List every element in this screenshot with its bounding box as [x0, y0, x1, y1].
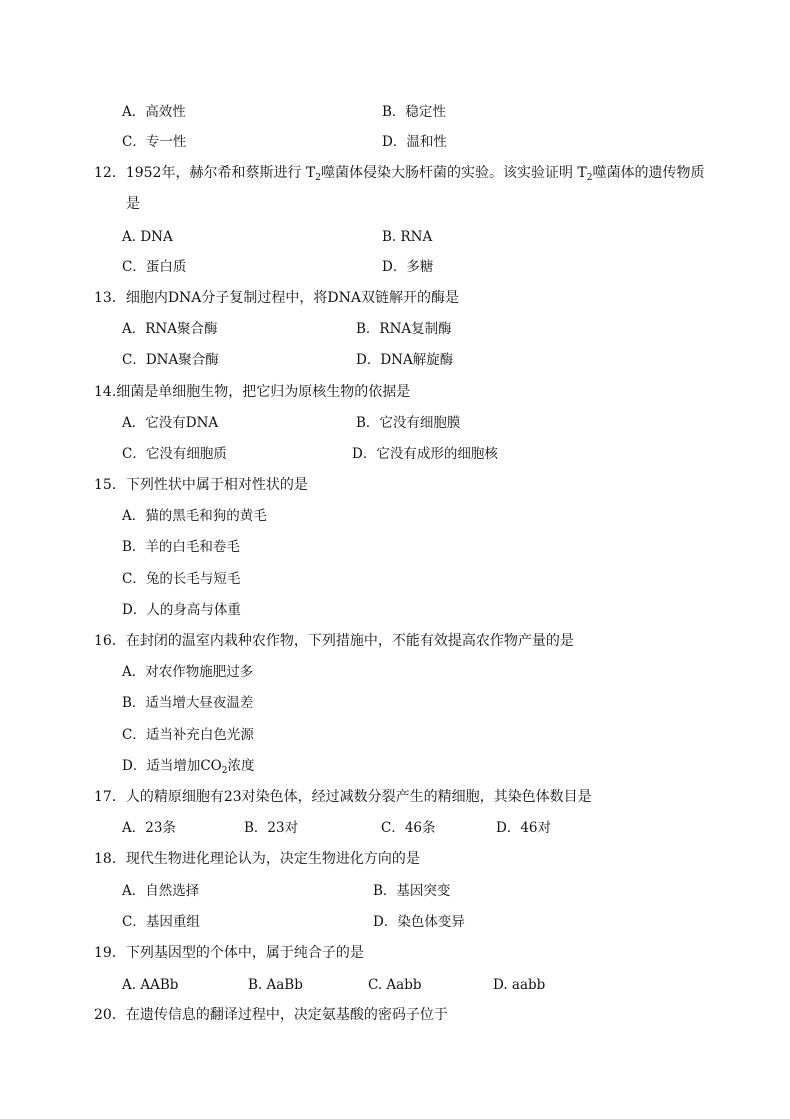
q16-option-d-part1: D．适当增加CO [122, 758, 222, 774]
q15-option-b: B．羊的白毛和卷毛 [122, 539, 240, 555]
q13-option-c: C．DNA聚合酶 [122, 352, 219, 368]
q17-option-a: A．23条 [122, 820, 176, 836]
q13-option-a: A．RNA聚合酶 [122, 321, 218, 337]
q18-option-b: B．基因突变 [373, 883, 451, 899]
q16-option-d-part2: 浓度 [227, 758, 255, 774]
q11-option-a: A．高效性 [122, 104, 186, 120]
q16-option-a: A．对农作物施肥过多 [122, 664, 254, 680]
q16-option-d-subscript: 2 [221, 766, 228, 776]
q12-stem-part1: 12．1952年，赫尔希和蔡斯进行 T [94, 165, 316, 181]
q12-stem [94, 165, 705, 181]
q18-option-d: D．染色体变异 [373, 914, 465, 930]
q15-stem: 15．下列性状中属于相对性状的是 [94, 477, 308, 493]
q12-subscript-1: 2 [315, 173, 321, 183]
q12-option-d: D．多糖 [382, 259, 434, 275]
q12-subscript-2: 2 [586, 173, 593, 183]
q18-stem: 18．现代生物进化理论认为，决定生物进化方向的是 [94, 851, 420, 867]
q13-option-b: B．RNA复制酶 [356, 321, 452, 337]
q12-stem-continuation: 是 [126, 196, 140, 212]
q17-option-d: D．46对 [496, 820, 552, 836]
q19-option-c: C. Aabb [368, 977, 422, 993]
q14-option-d: D．它没有成形的细胞核 [352, 446, 498, 462]
q14-option-b: B．它没有细胞膜 [356, 415, 461, 431]
q14-stem: 14.细菌是单细胞生物，把它归为原核生物的依据是 [94, 384, 411, 400]
q19-option-d: D. aabb [493, 977, 546, 993]
q17-option-b: B．23对 [244, 820, 299, 836]
q15-option-a: A．猫的黑毛和狗的黄毛 [122, 508, 267, 524]
q20-stem: 20．在遗传信息的翻译过程中，决定氨基酸的密码子位于 [94, 1007, 448, 1023]
q12-option-c: C．蛋白质 [122, 259, 187, 275]
q18-option-c: C．基因重组 [122, 914, 200, 930]
q14-option-c: C．它没有细胞质 [122, 446, 227, 462]
q12-stem-part3: 噬菌体的遗传物质 [592, 165, 705, 181]
q11-option-d: D．温和性 [382, 134, 447, 150]
q16-option-d [122, 758, 254, 774]
q18-option-a: A．自然选择 [122, 883, 200, 899]
q12-stem-part2: 噬菌体侵染大肠杆菌的实验。该实验证明 T [320, 165, 587, 181]
q12-option-b: B. RNA [382, 229, 433, 245]
q16-option-b: B．适当增大昼夜温差 [122, 695, 254, 711]
q14-option-a: A．它没有DNA [122, 415, 219, 431]
q11-option-b: B．稳定性 [382, 104, 446, 120]
q11-option-c: C．专一性 [122, 134, 187, 150]
q19-option-b: B. AaBb [248, 977, 303, 993]
q16-option-c: C．适当补充白色光源 [122, 727, 254, 743]
q19-option-a: A. AABb [122, 977, 179, 993]
q16-stem: 16．在封闭的温室内栽种农作物，下列措施中，不能有效提高农作物产量的是 [94, 633, 574, 649]
q13-option-d: D．DNA解旋酶 [356, 352, 454, 368]
q17-option-c: C．46条 [381, 820, 436, 836]
q17-stem: 17．人的精原细胞有23对染色体，经过减数分裂产生的精细胞，其染色体数目是 [94, 789, 592, 805]
q13-stem: 13．细胞内DNA分子复制过程中，将DNA双链解开的酶是 [94, 290, 459, 306]
q12-option-a: A. DNA [122, 229, 173, 245]
q15-option-c: C．兔的长毛与短毛 [122, 571, 241, 587]
q15-option-d: D．人的身高与体重 [122, 602, 241, 618]
q19-stem: 19．下列基因型的个体中，属于纯合子的是 [94, 945, 364, 961]
